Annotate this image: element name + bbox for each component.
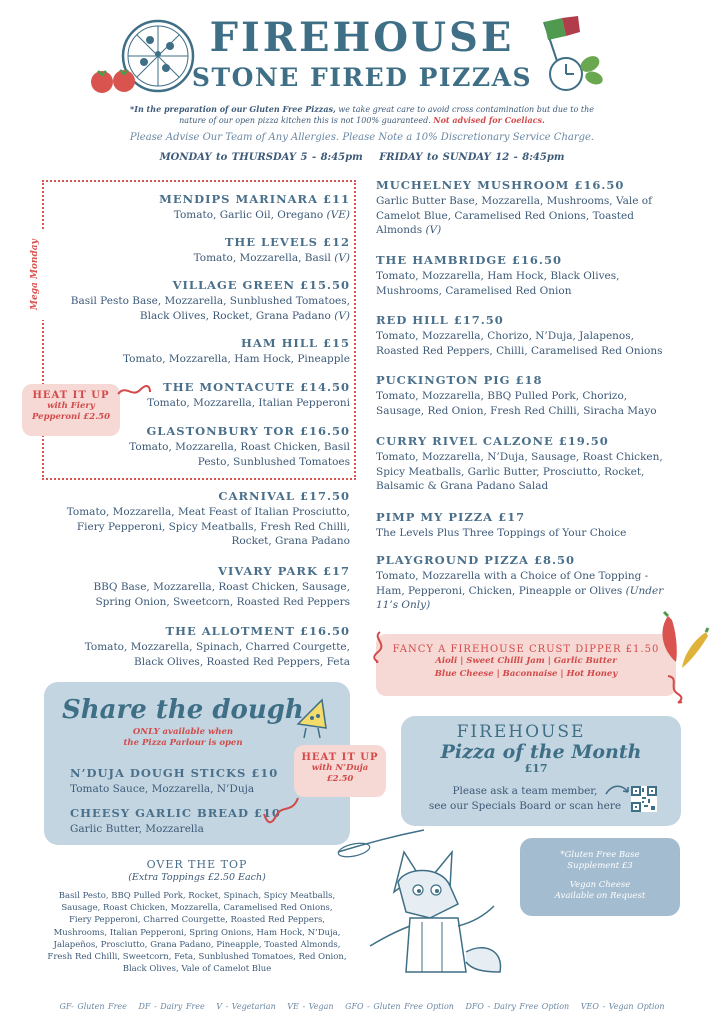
over-the-top-title: OVER THE TOP bbox=[146, 858, 248, 871]
diet-tag: (V) bbox=[334, 252, 350, 264]
potm-title: FIREHOUSE bbox=[456, 722, 586, 742]
item-desc: Tomato, Mozzarella, Italian Pepperoni bbox=[147, 397, 350, 409]
item-desc: Tomato, Mozzarella, Ham Hock, Pineapple bbox=[122, 353, 350, 365]
menu-item-carnival bbox=[60, 489, 350, 549]
key-ve: VE - Vegan bbox=[287, 1002, 334, 1011]
item-name: VIVARY PARK £17 bbox=[218, 564, 350, 578]
item-name: GLASTONBURY TOR £16.50 bbox=[146, 424, 350, 438]
potm-subtitle: Pizza of the Month bbox=[440, 741, 642, 763]
menu-item-nduja-dough-sticks bbox=[70, 766, 300, 797]
heat-it-up-pepperoni-badge bbox=[22, 384, 120, 436]
item-name: MENDIPS MARINARA £11 bbox=[159, 192, 350, 206]
page-subtitle: STONE FIRED PIZZAS bbox=[191, 63, 533, 92]
item-desc: Tomato Sauce, Mozzarella, N’Duja bbox=[70, 783, 255, 795]
diet-tag: (Under 11’s Only) bbox=[376, 584, 664, 611]
item-desc: Tomato, Mozzarella, N’Duja, Sausage, Roast Chicken, Spicy Meatballs, Garlic Butter, Prosciutto, Rocket, Balsamic & Grana Padano Salad bbox=[376, 451, 663, 492]
gf-line-1: *Gluten Free Base bbox=[560, 850, 640, 860]
item-name: CHEESY GARLIC BREAD £10 bbox=[70, 806, 281, 820]
toppings-line: Basil Pesto, BBQ Pulled Pork, Rocket, Spinach, Spicy Meatballs, bbox=[58, 891, 336, 901]
key-v: V - Vegetarian bbox=[216, 1002, 276, 1011]
item-name: CURRY RIVEL CALZONE £19.50 bbox=[376, 434, 609, 448]
item-desc: BBQ Base, Mozzarella, Roast Chicken, Sausage, Spring Onion, Sweetcorn, Roasted Red Peppers bbox=[93, 581, 350, 608]
hours-weekday: MONDAY to THURSDAY 5 - 8:45pm bbox=[159, 152, 363, 163]
item-desc: The Levels Plus Three Toppings of Your Choice bbox=[376, 527, 627, 539]
gf-line-2: Supplement £3 bbox=[567, 861, 633, 871]
toppings-line: Black Olives, Vale of Camelot Blue bbox=[122, 964, 272, 975]
item-desc: Tomato, Mozzarella with a Choice of One Topping - Ham, Pepperoni, Chicken, Pineapple or Olives bbox=[376, 570, 649, 597]
curved-arrow-icon bbox=[604, 782, 632, 798]
item-name: THE HAMBRIDGE £16.50 bbox=[376, 253, 562, 267]
item-name: CARNIVAL £17.50 bbox=[218, 489, 350, 503]
over-the-top-subtitle: (Extra Toppings £2.50 Each) bbox=[128, 872, 266, 883]
menu-item-ham-hill bbox=[60, 336, 350, 367]
allergy-notice: Please Advise Our Team of Any Allergies. Please Note a 10% Discretionary Service Charge. bbox=[129, 132, 595, 143]
item-desc: Tomato, Mozzarella, Ham Hock, Black Olives, Mushrooms, Caramelised Red Onion bbox=[376, 270, 620, 297]
gf-note-mid: we take great care to avoid cross contamination but due to the nature of our open pizza kitchen this is not 100% guaranteed. bbox=[179, 105, 594, 125]
share-title: Share the dough bbox=[62, 695, 304, 725]
diet-tag: (VE) bbox=[326, 209, 350, 221]
gluten-free-note bbox=[120, 104, 604, 126]
heat-it-up-nduja-badge bbox=[294, 745, 386, 797]
item-desc: Tomato, Mozzarella, Spinach, Charred Courgette, Black Olives, Roasted Red Peppers, Feta bbox=[84, 641, 350, 668]
item-desc: Basil Pesto Base, Mozzarella, Sunblushed Tomatoes, Black Olives, Rocket, Grana Padano bbox=[70, 295, 350, 322]
menu-item-the-allotment bbox=[60, 624, 350, 669]
menu-item-village-green bbox=[60, 278, 350, 323]
item-name: PLAYGROUND PIZZA £8.50 bbox=[376, 553, 575, 567]
menu-item-curry-rivel-calzone bbox=[376, 434, 676, 494]
menu-item-puckington-pig bbox=[376, 373, 676, 418]
menu-item-pimp-my-pizza bbox=[376, 510, 676, 541]
item-name: PIMP MY PIZZA £17 bbox=[376, 510, 526, 524]
heat-line-2: Pepperoni £2.50 bbox=[32, 412, 110, 422]
chilli-peppers-icon bbox=[654, 610, 710, 670]
toppings-line: Fresh Red Chilli, Sweetcorn, Feta, Sunblushed Tomatoes, Red Onion, bbox=[47, 952, 347, 963]
share-note-line-1: ONLY available when bbox=[132, 727, 234, 737]
potm-price: £17 bbox=[524, 762, 548, 775]
menu-item-glastonbury-tor bbox=[120, 424, 350, 469]
key-df: DF - Dairy Free bbox=[138, 1002, 205, 1011]
toppings-line: Jalapeños, Prosciutto, Grana Padano, Pineapple, Toasted Almonds, bbox=[53, 939, 341, 950]
item-desc: Tomato, Mozzarella, Meat Feast of Italian Prosciutto, Fiery Pepperoni, Spicy Meatballs, Fresh Red Chilli, Rocket, Grana Padano bbox=[66, 506, 350, 547]
hours-weekend: FRIDAY to SUNDAY 12 - 8:45pm bbox=[379, 152, 565, 163]
menu-item-mendips-marinara bbox=[60, 192, 350, 223]
key-gf: GF- Gluten Free bbox=[59, 1002, 127, 1011]
item-name: PUCKINGTON PIG £18 bbox=[376, 373, 543, 387]
potm-line-1: Please ask a team member, bbox=[452, 785, 598, 797]
key-dfo: DFO - Dairy Free Option bbox=[465, 1002, 570, 1011]
gf-note-warning: Not advised for Coeliacs. bbox=[433, 115, 545, 125]
opening-hours bbox=[0, 152, 724, 163]
dipper-line-1: Aioli | Sweet Chilli Jam | Garlic Butter bbox=[435, 656, 617, 666]
menu-item-playground-pizza bbox=[376, 553, 666, 613]
squiggle-arrow-icon bbox=[262, 794, 302, 824]
cheese-character-icon bbox=[292, 694, 332, 740]
heat-line-1: with Fiery bbox=[47, 401, 95, 411]
gf-note-start: *In the preparation of our Gluten Free Pizzas, bbox=[130, 104, 336, 114]
toppings-line: Sausage, Roast Chicken, Mozzarella, Caramelised Red Onions, bbox=[61, 903, 333, 914]
item-desc: Tomato, Mozzarella, BBQ Pulled Pork, Chorizo, Sausage, Red Onion, Fresh Red Chilli, Siracha Mayo bbox=[376, 390, 657, 417]
item-name: VILLAGE GREEN £15.50 bbox=[172, 278, 350, 292]
heat-title: HEAT IT UP bbox=[32, 390, 110, 401]
extra-toppings-list bbox=[44, 890, 350, 975]
mega-monday-label: Mega Monday bbox=[30, 230, 50, 320]
item-name: RED HILL £17.50 bbox=[376, 313, 504, 327]
potm-info bbox=[420, 784, 630, 814]
item-name: MUCHELNEY MUSHROOM £16.50 bbox=[376, 178, 625, 192]
item-desc: Tomato, Garlic Oil, Oregano bbox=[173, 209, 324, 221]
item-name: THE LEVELS £12 bbox=[224, 235, 350, 249]
item-name: HAM HILL £15 bbox=[241, 336, 350, 350]
menu-item-the-levels bbox=[60, 235, 350, 266]
menu-item-the-hambridge bbox=[376, 253, 666, 298]
potm-line-2: see our Specials Board or scan here bbox=[428, 800, 622, 812]
key-veo: VEO - Vegan Option bbox=[580, 1002, 665, 1011]
heat-title: HEAT IT UP bbox=[301, 752, 379, 763]
heat-line-2: £2.50 bbox=[326, 774, 354, 784]
item-desc: Garlic Butter Base, Mozzarella, Mushrooms, Vale of Camelot Blue, Caramelised Red Onions, Toasted Almonds bbox=[376, 195, 652, 236]
menu-item-muchelney-mushroom bbox=[376, 178, 666, 238]
item-name: THE ALLOTMENT £16.50 bbox=[165, 624, 350, 638]
diet-tag: (V) bbox=[425, 224, 442, 236]
dipper-title: FANCY A FIREHOUSE CRUST DIPPER £1.50 bbox=[392, 644, 660, 655]
squiggle-icon bbox=[370, 630, 390, 664]
diet-tag: (V) bbox=[334, 309, 350, 322]
share-note-line-2: the Pizza Parlour is open bbox=[123, 738, 243, 748]
heat-line-1: with N’Duja bbox=[311, 763, 369, 773]
toppings-line: Fiery Pepperoni, Charred Courgette, Roasted Red Peppers, bbox=[68, 915, 326, 926]
menu-item-the-montacute bbox=[120, 380, 350, 411]
toppings-line: Mushrooms, Italian Pepperoni, Spring Onions, Ham Hock, N’Duja, bbox=[53, 927, 341, 938]
gluten-free-vegan-info-box bbox=[520, 838, 680, 916]
item-desc: Tomato, Mozzarella, Basil bbox=[193, 252, 331, 264]
squiggle-icon bbox=[664, 672, 686, 706]
squiggle-arrow-icon bbox=[116, 382, 152, 400]
item-name: THE MONTACUTE £14.50 bbox=[163, 380, 350, 394]
page-title: FIREHOUSE bbox=[209, 14, 515, 61]
item-desc: Tomato, Mozzarella, Roast Chicken, Basil Pesto, Sunblushed Tomatoes bbox=[129, 441, 350, 468]
item-name: N’DUJA DOUGH STICKS £10 bbox=[70, 766, 279, 780]
item-desc: Tomato, Mozzarella, Chorizo, N’Duja, Jalapenos, Roasted Red Peppers, Chilli, Caramelised Red Onions bbox=[376, 330, 663, 357]
menu-item-vivary-park bbox=[80, 564, 350, 609]
share-availability-note bbox=[118, 727, 248, 749]
qr-code-icon[interactable] bbox=[631, 786, 657, 812]
menu-item-red-hill bbox=[376, 313, 676, 358]
dietary-key-footer bbox=[0, 1002, 724, 1011]
gf-line-4: Available on Request bbox=[554, 891, 646, 901]
crust-dipper-box bbox=[376, 634, 676, 696]
gf-line-3: Vegan Cheese bbox=[569, 880, 631, 890]
item-desc: Garlic Butter, Mozzarella bbox=[70, 823, 204, 835]
key-gfo: GFO - Gluten Free Option bbox=[345, 1002, 454, 1011]
dipper-line-2: Blue Cheese | Baconnaise | Hot Honey bbox=[434, 669, 618, 679]
fox-chef-illustration bbox=[334, 822, 514, 992]
